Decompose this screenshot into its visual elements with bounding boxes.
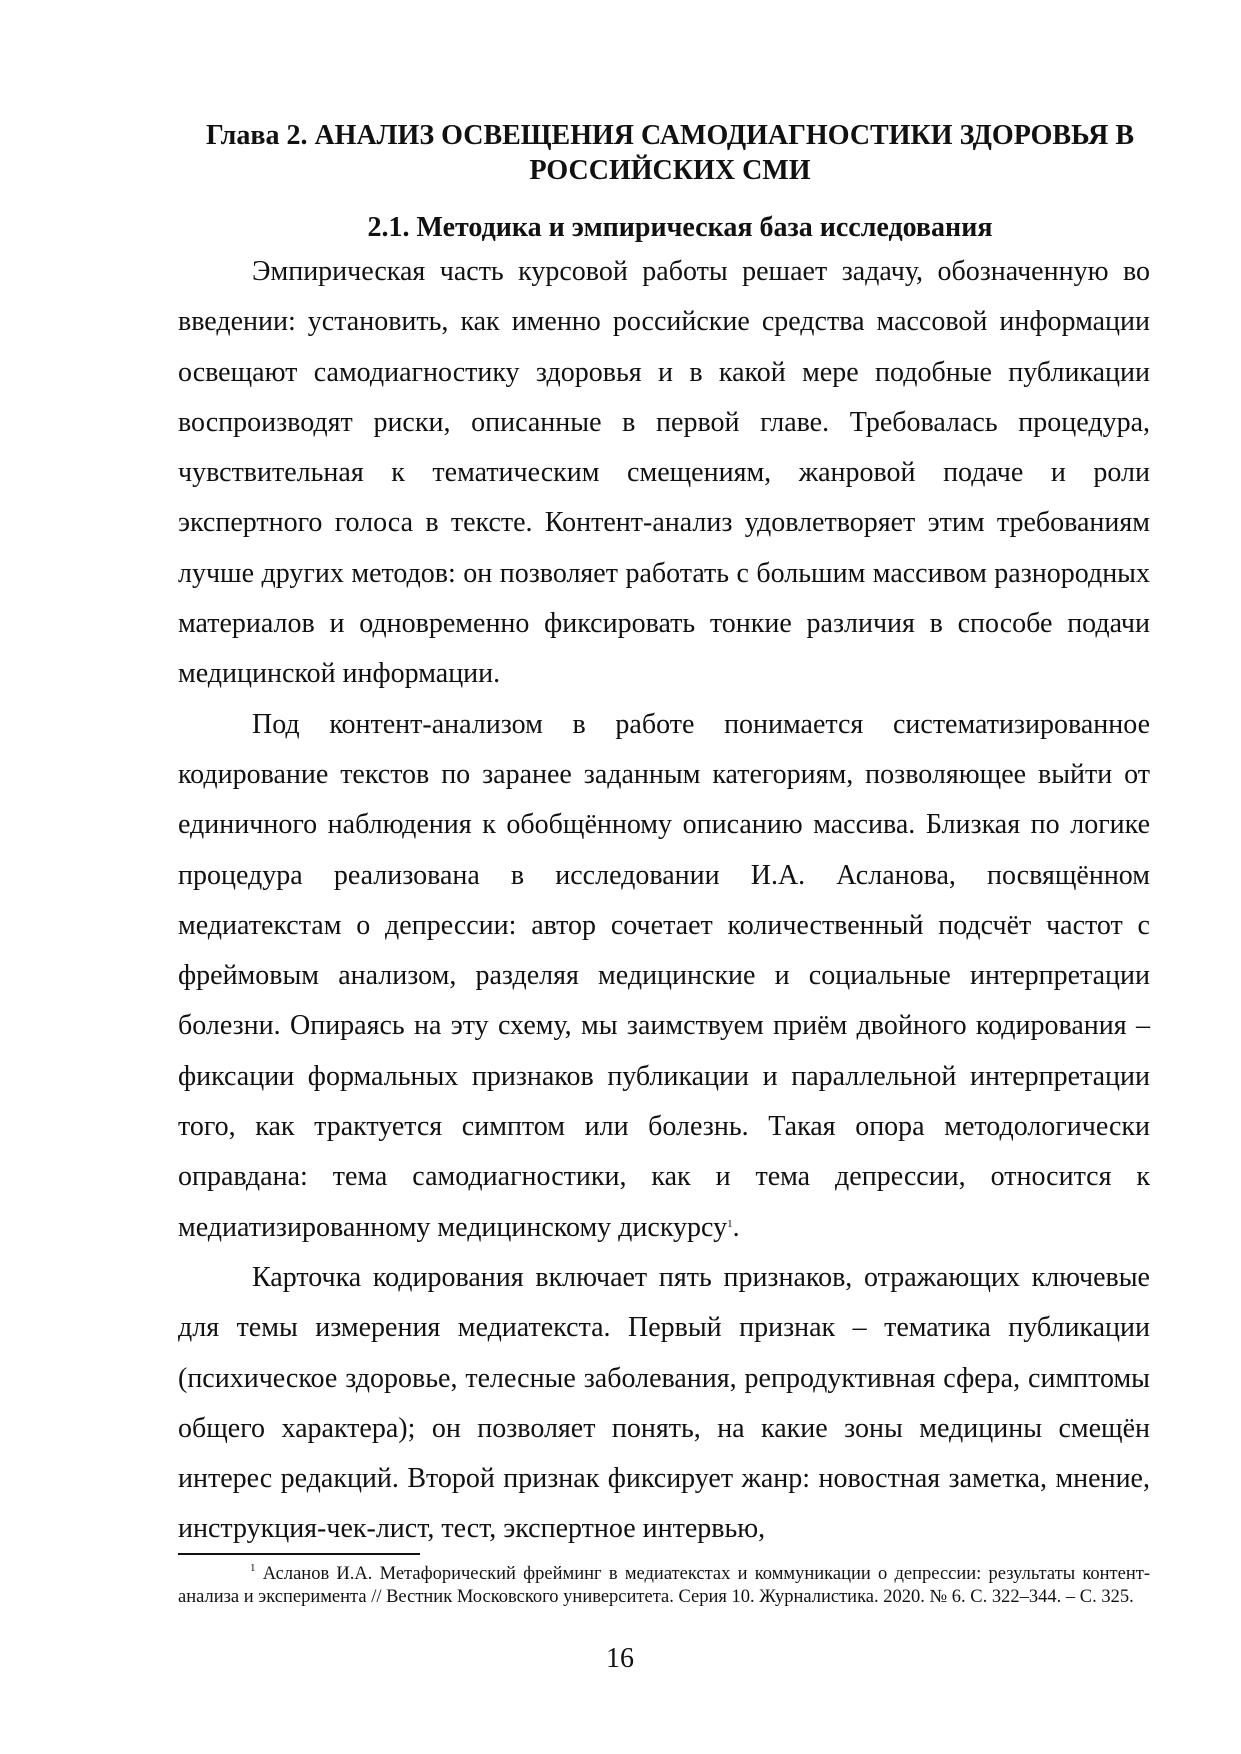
- footnote-reference[interactable]: 1: [727, 1217, 733, 1230]
- section-title: 2.1. Методика и эмпирическая база исследования: [367, 212, 993, 243]
- footnote-separator: [178, 1553, 420, 1555]
- paragraph-2-end: .: [732, 1211, 740, 1243]
- chapter-title: Глава 2. АНАЛИЗ ОСВЕЩЕНИЯ САМОДИАГНОСТИКИ ЗДОРОВЬЯ В РОССИЙСКИХ СМИ: [205, 120, 1135, 186]
- body-text: [178, 247, 1150, 1555]
- footnote: [178, 1563, 1150, 1609]
- paragraph-2-text: Под контент-анализом в работе понимается систематизированное кодирование текстов по заранее заданным категориям, позволяющее выйти от единичного наблюдения к обобщённому описанию массива. Близкая по логике процедура реализована в исследовании И.А. Асланова, посвящённом медиатекстам о депрессии: автор сочетает количественный подсчёт частот с фреймовым анализом, разделяя медицинские и социальные интерпретации болезни. Опираясь на эту схему, мы заимствуем приём двойного кодирования – фиксации формальных признаков публикации и параллельной интерпретации того, как трактуется симптом или болезнь. Такая опора методологически оправдана: тема самодиагностики, как и тема депрессии, относится к медиатизированному медицинскому дискурсу: [178, 708, 1150, 1243]
- paragraph-2: [178, 700, 1150, 1253]
- paragraph-1: Эмпирическая часть курсовой работы решает задачу, обозначенную во введении: установить, как именно российские средства массовой информации освещают самодиагностику здоровья и в какой мере подобные публикации воспроизводят риски, описанные в первой главе. Требовалась процедура, чувствительная к тематическим смещениям, жанровой подаче и роли экспертного голоса в тексте. Контент-анализ удовлетворяет этим требованиям лучше других методов: он позволяет работать с большим массивом разнородных материалов и одновременно фиксировать тонкие различия в способе подачи медицинской информации.: [178, 256, 1150, 690]
- footnote-text: Асланов И.А. Метафорический фрейминг в медиатекстах и коммуникации о депрессии: результаты контент-анализа и эксперимента // Вестник Московского университета. Серия 10. Журналистика. 2020. № 6. С. 322–344. – С. 325.: [178, 1564, 1150, 1607]
- paragraph-3: Карточка кодирования включает пять признаков, отражающих ключевые для темы измерения медиатекста. Первый признак – тематика публикации (психическое здоровье, телесные заболевания, репродуктивная сфера, симптомы общего характера); он позволяет понять, на какие зоны медицины смещён интерес редакций. Второй признак фиксирует жанр: новостная заметка, мнение, инструкция-чек-лист, тест, экспертное интервью,: [178, 1261, 1150, 1545]
- footnote-number: 1: [250, 1562, 256, 1574]
- page-number: 16: [606, 1643, 634, 1674]
